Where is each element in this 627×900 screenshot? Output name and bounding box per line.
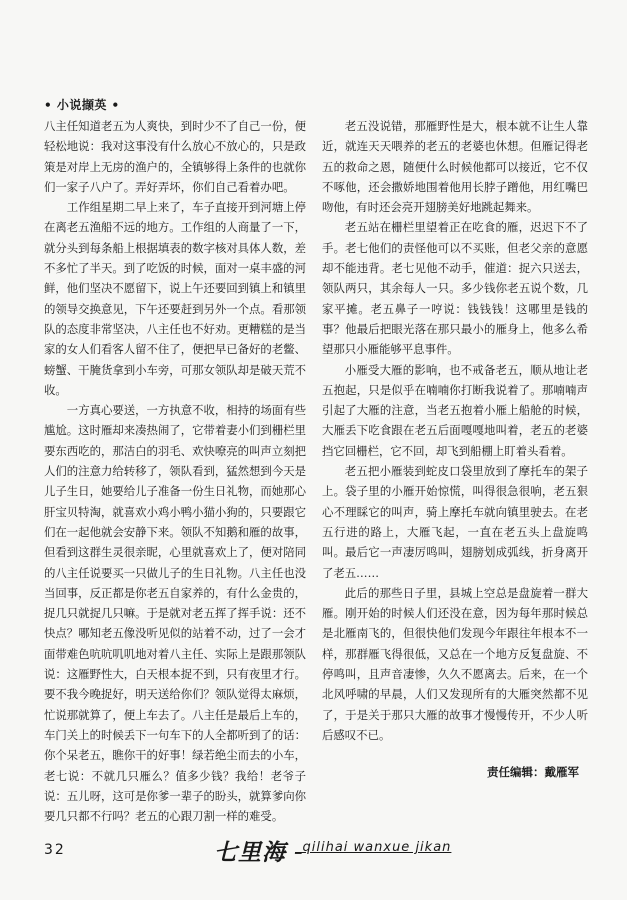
- magazine-logo: 七里海: [214, 839, 286, 866]
- section-tag: • 小说撷英 •: [44, 98, 120, 112]
- page-footer: [0, 834, 627, 874]
- editor-credit: 责任编辑：戴雁军: [487, 765, 579, 779]
- paragraph: 老五站在栅栏里望着正在吃食的雁，迟迟下不了手。老七他们的责怪他可以不买账，但老父亲的意愿却不能违背。老七见他不动手，催道：捉六只送去，领队两只，其余每人一只。多少钱你老五说个数，几家平摊。老五鼻子一哼说：钱钱钱！这哪里是钱的事？他最后把眼光落在那只最小的雁身上，他多么希望那只小雁能够平息事件。: [322, 220, 588, 357]
- paragraph: 工作组星期二早上来了，车子直接开到河塘上停在离老五渔船不远的地方。工作组的人商量了一下，就分头到每条船上根据填表的数字核对具体人数，差不多忙了半天。到了吃饭的时候，面对一桌丰盛的河鲜，他们坚决不愿留下，说上午还要回到镇上和镇里的领导交换意见，下午还要赶到另外一个点。看那领队的态度非常坚决，八主任也不好劝。更糟糕的是当家的女人们看客人留不住了，便把早已备好的老鳖、螃蟹、干腌货拿到小车旁，可那女领队却是破天荒不收。: [44, 200, 307, 397]
- paragraph: 老五把小雁装到蛇皮口袋里放到了摩托车的架子上。袋子里的小雁开始惊慌，叫得很急很响，老五狠心不理睬它的叫声，骑上摩托车就向镇里驶去。在老五行进的路上，大雁飞起，一直在老五头上盘旋鸣叫。最后它一声凄厉鸣叫，翅膀划成弧线，折身离开了老五……: [322, 464, 588, 580]
- article-column-right: [322, 116, 588, 745]
- paragraph: 小雁受大雁的影响，也不戒备老五，顺从地让老五抱起，只是似乎在喃喃你打断我说着了。那喃喃声引起了大雁的注意，当老五抱着小雁上船舱的时候，大雁丢下吃食跟在老五后面嘎嘎地叫着，老五的老婆挡它回栅栏，它不回，却飞到船棚上盯着头看着。: [322, 362, 588, 458]
- paragraph: 老五没说错，那雁野性是大，根本就不让生人靠近，就连天天喂养的老五的老婆也休想。但雁记得老五的救命之恩，随便什么时候他都可以接近，它不仅不啄他，还会撒娇地围着他用长脖子蹭他，用红嘴巴吻他，有时还会亮开翅膀美好地跳起舞来。: [322, 119, 588, 215]
- article-column-left: [44, 116, 306, 826]
- paragraph: 一方真心要送，一方执意不收，相持的场面有些尴尬。这时雁却来凑热闹了，它带着妻小们到栅栏里要东西吃的，那洁白的羽毛、欢快嘹亮的叫声立刻把人们的注意力给转移了，领队看到，猛然想到今天是儿子生日，她要给儿子准备一份生日礼物，而她那心肝宝贝特淘，就喜欢小鸡小鸭小猫小狗的，只要跟它们在一起他就会安静下来。领队不知鹅和雁的故事，但看到这群生灵很亲昵，心里就喜欢上了，便对陪同的八主任说要买一只做儿子的生日礼物。八主任也没当回事，反正都是你老五自家养的，有什么金贵的，捉几只就捉几只嘛。于是就对老五挥了挥手说：还不快点？哪知老五像没听见似的站着不动，过了一会才面带难色吭吭叽叽地对着八主任、实际上是跟那领队说：这雁野性大，白天根本捉不到，只有夜里才行。要不我今晚捉好，明天送给你们？领队觉得太麻烦，忙说那就算了，便上车去了。八主任是最后上车的，车门关上的时候丢下一句车下的人全都听到了的话：你个呆老五，瞧你干的好事！绿若绝尘而去的小车，老七说：不就几只雁么？值多少钱？我给！老爷子说：五儿呀，这可是你爹一辈子的盼头，就算爹向你要几只都不行吗？老五的心跟刀割一样的难受。: [44, 403, 307, 824]
- magazine-pinyin: _qilihai wanxue jikan: [295, 840, 452, 855]
- paragraph: 此后的那些日子里，县城上空总是盘旋着一群大雁。刚开始的时候人们还没在意，因为每年那时候总是北雁南飞的，但很快他们发现今年跟往年根本不一样，那群雁飞得很低，又总在一个地方反复盘旋、不停鸣叫，且声音凄惨，久久不愿离去。后来，在一个北风呼啸的早晨，人们又发现所有的大雁突然都不见了，于是关于那只大雁的故事才慢慢传开，不少人听后感叹不已。: [322, 585, 588, 742]
- page-number: 32: [44, 842, 66, 858]
- paragraph: 八主任知道老五为人爽快，到时少不了自己一份，便轻松地说：我对这事没有什么放心不放心的，只是政策是对岸上无房的渔户的，全镇够得上条件的也就你们一家子八户了。弄好弄坏，你们自己看着办吧。: [44, 119, 306, 194]
